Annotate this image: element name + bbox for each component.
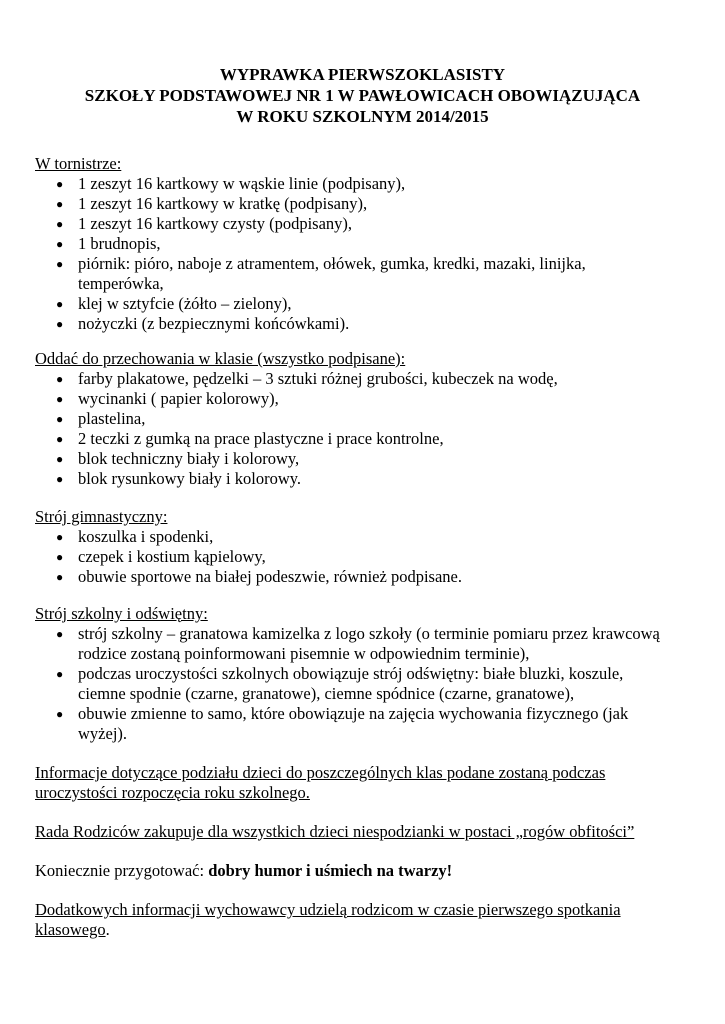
list-item: ● koszulka i spodenki,	[56, 527, 214, 546]
bullet-icon: ●	[56, 197, 64, 211]
list-item: ● 1 brudnopis,	[56, 234, 161, 253]
note-meeting	[35, 900, 685, 940]
list-item: ● blok techniczny biały i kolorowy,	[56, 449, 300, 468]
list-item: ● 1 zeszyt 16 kartkowy w wąskie linie (podpisany),	[56, 174, 406, 193]
bullet-icon: ●	[56, 627, 64, 641]
note-meeting-text: Dodatkowych informacji wychowawcy udzielą rodzicom w czasie pierwszego spotkania klasowego	[35, 900, 621, 939]
note-council: Rada Rodziców zakupuje dla wszystkich dzieci niespodzianki w postaci „rogów obfitości”	[35, 822, 635, 841]
list-item: ● plastelina,	[56, 409, 146, 428]
list-szkolny	[35, 624, 675, 744]
list-przechowanie	[35, 369, 675, 489]
list-item: ● piórnik: pióro, naboje z atramentem, ołówek, gumka, kredki, mazaki, linijka, temperówka,	[56, 254, 586, 293]
note-prepare	[35, 861, 685, 881]
list-item: ● obuwie zmienne to samo, które obowiązuje na zajęcia wychowania fizycznego (jak wyżej).	[56, 704, 629, 743]
bullet-icon: ●	[56, 372, 64, 386]
bullet-icon: ●	[56, 297, 64, 311]
note-prepare-prefix: Koniecznie przygotować:	[35, 861, 209, 880]
list-item: ● podczas uroczystości szkolnych obowiązuje strój odświętny: białe bluzki, koszule, ciemne spodnie (czarne, granatowe), ciemne spódnice (czarne, granatowe),	[56, 664, 624, 703]
bullet-icon: ●	[56, 217, 64, 231]
list-item: ● klej w sztyfcie (żółto – zielony),	[56, 294, 292, 313]
list-item: ● blok rysunkowy biały i kolorowy.	[56, 469, 302, 488]
title-line-2: SZKOŁY PODSTAWOWEJ NR 1 W PAWŁOWICACH OBOWIĄZUJĄCA	[84, 86, 641, 105]
bullet-icon: ●	[56, 707, 64, 721]
bullet-icon: ●	[56, 237, 64, 251]
note-prepare-bold: dobry humor i uśmiech na twarzy!	[208, 861, 453, 880]
bullet-icon: ●	[56, 177, 64, 191]
section-heading-tornister: W tornistrze:	[35, 154, 122, 173]
list-item: ● wycinanki ( papier kolorowy),	[56, 389, 279, 408]
bullet-icon: ●	[56, 472, 64, 486]
section-heading-przechowanie: Oddać do przechowania w klasie (wszystko podpisane):	[35, 349, 406, 368]
section-heading-szkolny: Strój szkolny i odświętny:	[35, 604, 208, 623]
section-heading-gimnastyczny: Strój gimnastyczny:	[35, 507, 168, 526]
title-line-1: WYPRAWKA PIERWSZOKLASISTY	[219, 65, 506, 84]
bullet-icon: ●	[56, 317, 64, 331]
bullet-icon: ●	[56, 667, 64, 681]
bullet-icon: ●	[56, 550, 64, 564]
list-item: ● czepek i kostium kąpielowy,	[56, 547, 266, 566]
list-tornister	[35, 174, 675, 334]
note-classes: Informacje dotyczące podziału dzieci do poszczególnych klas podane zostaną podczas uroczystości rozpoczęcia roku szkolnego.	[35, 763, 606, 802]
list-gimnastyczny	[35, 527, 675, 587]
bullet-icon: ●	[56, 412, 64, 426]
list-item: ● obuwie sportowe na białej podeszwie, również podpisane.	[56, 567, 462, 586]
document-title	[0, 64, 725, 127]
list-item: ● farby plakatowe, pędzelki – 3 sztuki różnej grubości, kubeczek na wodę,	[56, 369, 558, 388]
title-line-3: W ROKU SZKOLNYM 2014/2015	[236, 107, 489, 126]
bullet-icon: ●	[56, 432, 64, 446]
list-item: ● 1 zeszyt 16 kartkowy w kratkę (podpisany),	[56, 194, 368, 213]
bullet-icon: ●	[56, 257, 64, 271]
list-item: ● 1 zeszyt 16 kartkowy czysty (podpisany),	[56, 214, 353, 233]
note-meeting-end: .	[105, 920, 110, 939]
bullet-icon: ●	[56, 392, 64, 406]
list-item: ● strój szkolny – granatowa kamizelka z logo szkoły (o terminie pomiaru przez krawcową rodzice zostaną poinformowani pisemnie w odpowiednim terminie),	[56, 624, 660, 663]
bullet-icon: ●	[56, 452, 64, 466]
list-item: ● nożyczki (z bezpiecznymi końcówkami).	[56, 314, 350, 333]
bullet-icon: ●	[56, 570, 64, 584]
list-item: ● 2 teczki z gumką na prace plastyczne i prace kontrolne,	[56, 429, 444, 448]
bullet-icon: ●	[56, 530, 64, 544]
